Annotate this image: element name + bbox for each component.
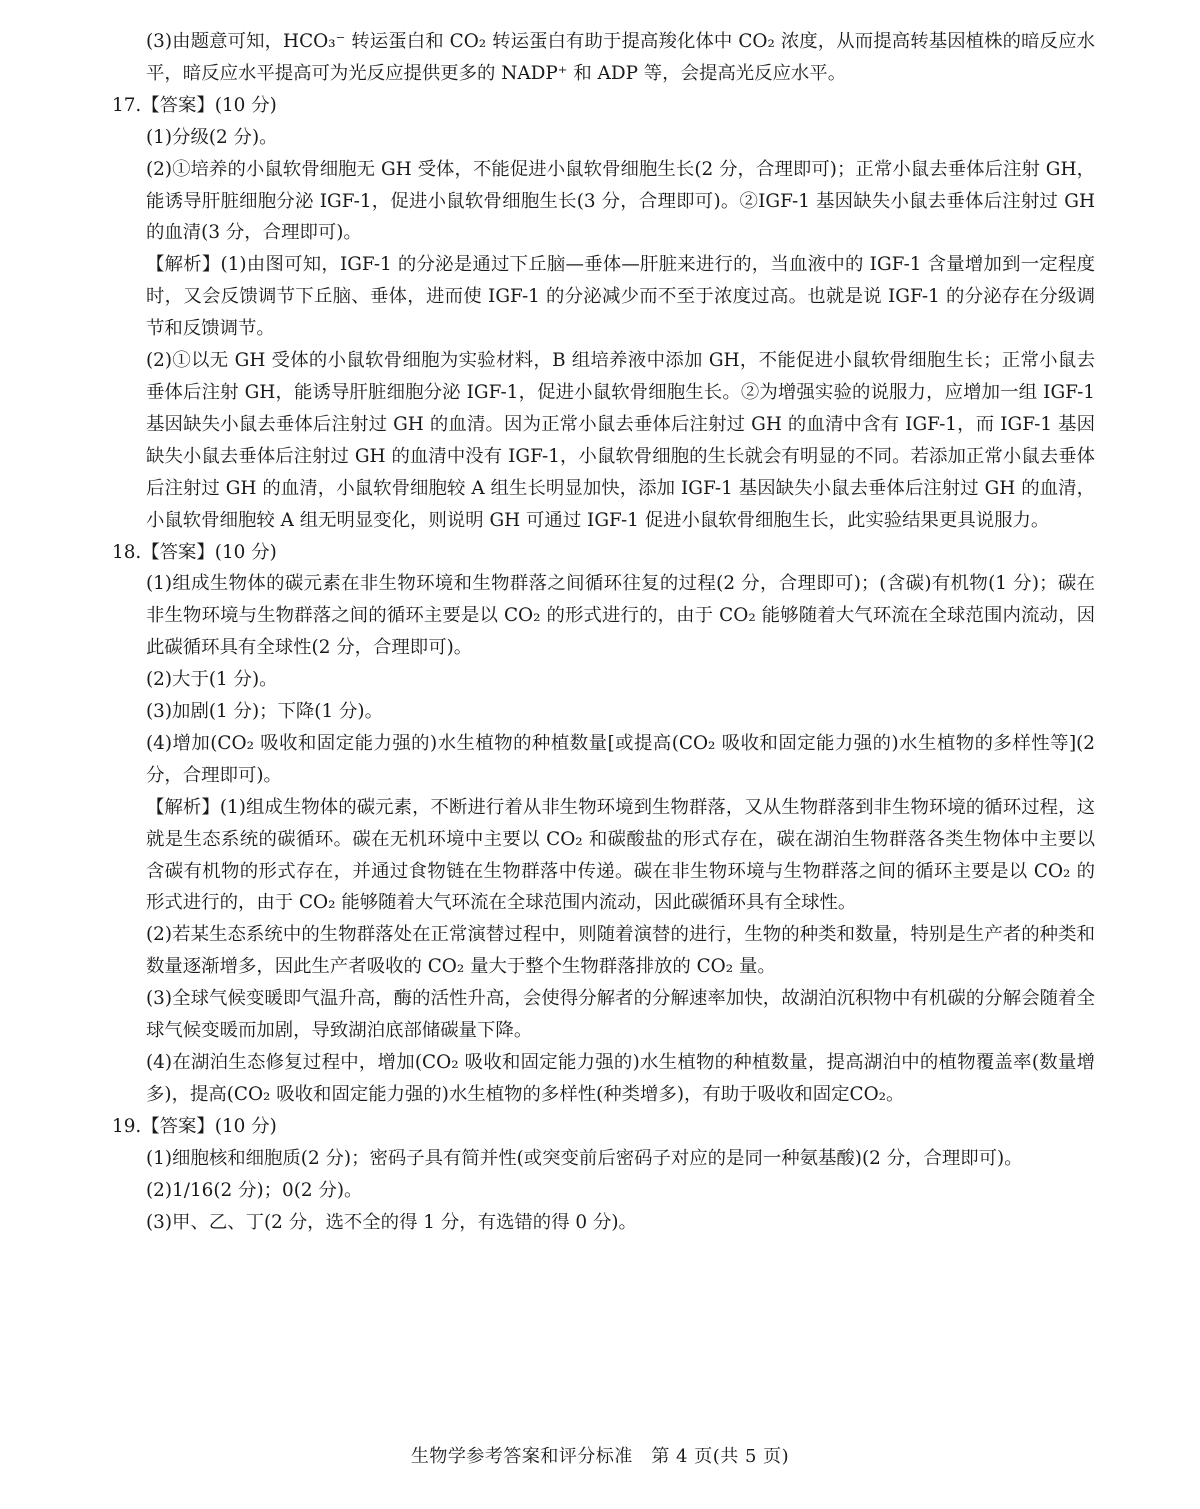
paragraph-18-2: (2)大于(1 分)。 [146,669,278,691]
answer-content [112,26,1095,1238]
page-footer: 生物学参考答案和评分标准 第 4 页(共 5 页) [410,1446,790,1467]
analysis-18-1: 【解析】(1)组成生物体的碳元素，不断进行着从非生物环境到生物群落，又从生物群落到非生物环境的循环过程，这就是生态系统的碳循环。碳在无机环境中主要以 CO₂ 和碳酸盐的形式存在，碳在湖泊生物群落各类生物体中主要以含碳有机物的形式存在，并通过食物链在生物群落中传递。碳在非生物环境与生物群落之间的循环主要是以 CO₂ 的形式进行的，由于 CO₂ 能够随着大气环流在全球范围内流动，因此碳循环具有全球性。 [146,796,1095,914]
analysis-18-3: (3)全球气候变暖即气温升高，酶的活性升高，会使得分解者的分解速率加快，故湖泊沉积物中有机碳的分解会随着全球气候变暖而加剧，导致湖泊底部储碳量下降。 [146,988,1095,1042]
analysis-18-4: (4)在湖泊生态修复过程中，增加(CO₂ 吸收和固定能力强的)水生植物的种植数量，提高湖泊中的植物覆盖率(数量增多)，提高(CO₂ 吸收和固定能力强的)水生植物的多样性(种类增多)，有助于吸收和固定CO₂。 [146,1052,1095,1105]
paragraph-16-3: (3)由题意可知，HCO₃⁻ 转运蛋白和 CO₂ 转运蛋白有助于提高羧化体中 CO₂ 浓度，从而提高转基因植株的暗反应水平，暗反应水平提高可为光反应提供更多的 NADP⁺ 和 ADP 等，会提高光反应水平。 [146,31,1095,84]
paragraph-19-3: (3)甲、乙、丁(2 分，选不全的得 1 分，有选错的得 0 分)。 [146,1211,637,1233]
heading-19-answer: 19.【答案】(10 分) [112,1115,277,1137]
analysis-17-2: (2)①以无 GH 受体的小鼠软骨细胞为实验材料，B 组培养液中添加 GH，不能促进小鼠软骨细胞生长；正常小鼠去垂体后注射 GH，能诱导肝脏细胞分泌 IGF-1，促进小鼠软骨细胞生长。②为增强实验的说服力，应增加一组 IGF-1 基因缺失小鼠去垂体后注射过 GH 的血清。因为正常小鼠去垂体后注射过 GH 的血清中含有 IGF-1，而 IGF-1 基因缺失小鼠去垂体后注射过 GH 的血清中没有 IGF-1，小鼠软骨细胞的生长就会有明显的不同。若添加正常小鼠去垂体后注射过 GH 的血清，小鼠软骨细胞较 A 组生长明显加快，添加 IGF-1 基因缺失小鼠去垂体后注射过 GH 的血清，小鼠软骨细胞较 A 组无明显变化，则说明 GH 可通过 IGF-1 促进小鼠软骨细胞生长，此实验结果更具说服力。 [146,350,1095,531]
heading-17-answer: 17.【答案】(10 分) [112,94,277,116]
paragraph-18-3: (3)加剧(1 分)；下降(1 分)。 [146,701,383,723]
paragraph-17-2: (2)①培养的小鼠软骨细胞无 GH 受体，不能促进小鼠软骨细胞生长(2 分，合理即可)；正常小鼠去垂体后注射 GH，能诱导肝脏细胞分泌 IGF-1，促进小鼠软骨细胞生长(3 分，合理即可)。②IGF-1 基因缺失小鼠去垂体后注射过 GH 的血清(3 分，合理即可)。 [146,158,1095,244]
analysis-18-2: (2)若某生态系统中的生物群落处在正常演替过程中，则随着演替的进行，生物的种类和数量，特别是生产者的种类和数量逐渐增多，因此生产者吸收的 CO₂ 量大于整个生物群落排放的 CO₂ 量。 [146,924,1095,978]
paragraph-18-4: (4)增加(CO₂ 吸收和固定能力强的)水生植物的种植数量[或提高(CO₂ 吸收和固定能力强的)水生植物的多样性等](2 分，合理即可)。 [146,732,1095,786]
paragraph-18-1: (1)组成生物体的碳元素在非生物环境和生物群落之间循环往复的过程(2 分，合理即可)；(含碳)有机物(1 分)；碳在非生物环境与生物群落之间的循环主要是以 CO₂ 的形式进行的，由于 CO₂ 能够随着大气环流在全球范围内流动，因此碳循环具有全球性(2 分，合理即可)。 [146,573,1095,659]
heading-18-answer: 18.【答案】(10 分) [112,541,277,563]
analysis-17-1: 【解析】(1)由图可知，IGF-1 的分泌是通过下丘脑—垂体—肝脏来进行的，当血液中的 IGF-1 含量增加到一定程度时，又会反馈调节下丘脑、垂体，进而使 IGF-1 的分泌减少而不至于浓度过高。也就是说 IGF-1 的分泌存在分级调节和反馈调节。 [146,254,1095,340]
paragraph-19-2: (2)1/16(2 分)；0(2 分)。 [146,1179,363,1201]
paragraph-19-1: (1)细胞核和细胞质(2 分)；密码子具有简并性(或突变前后密码子对应的是同一种氨基酸)(2 分，合理即可)。 [146,1147,1023,1169]
paragraph-17-1: (1)分级(2 分)。 [146,126,278,148]
